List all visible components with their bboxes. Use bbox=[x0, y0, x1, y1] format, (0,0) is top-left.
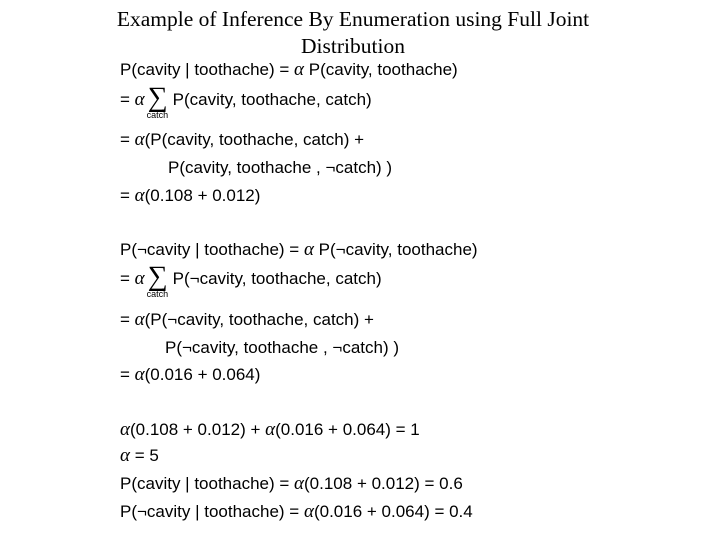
eq1-line5-term: (0.108 + 0.012) bbox=[144, 186, 261, 205]
alpha-symbol: α bbox=[303, 239, 314, 260]
eq1-line2 bbox=[120, 82, 372, 120]
sum-subscript: catch bbox=[146, 110, 169, 120]
alpha-symbol: α bbox=[265, 419, 276, 440]
summation bbox=[145, 82, 173, 120]
eq3-line1 bbox=[120, 420, 420, 440]
eq2-line4 bbox=[165, 338, 399, 358]
eq3-line3-result: (0.108 + 0.012) = 0.6 bbox=[304, 474, 463, 493]
eq2-line2 bbox=[120, 261, 382, 299]
eq3-line1-second-sum: (0.016 + 0.064) = 1 bbox=[275, 420, 420, 439]
eq3-line3-lhs: P(cavity | toothache) = bbox=[120, 474, 295, 493]
alpha-symbol: α bbox=[134, 185, 145, 206]
eq3-line3 bbox=[120, 474, 463, 494]
summation bbox=[145, 261, 173, 299]
alpha-symbol: α bbox=[120, 419, 130, 440]
alpha-symbol: α bbox=[134, 364, 145, 385]
alpha-symbol: α bbox=[120, 445, 130, 466]
alpha-symbol: α bbox=[134, 129, 145, 150]
eq1-line2-term: P(cavity, toothache, catch) bbox=[172, 90, 372, 109]
equals-sign: = bbox=[120, 186, 135, 205]
eq3-line4 bbox=[120, 502, 473, 522]
eq1-line4 bbox=[168, 158, 392, 178]
alpha-symbol: α bbox=[134, 268, 145, 289]
eq3-line4-result: (0.016 + 0.064) = 0.4 bbox=[313, 502, 473, 521]
eq1-line1 bbox=[120, 60, 458, 80]
eq2-line5-term: (0.016 + 0.064) bbox=[144, 365, 261, 384]
eq2-line3-term: (P(¬cavity, toothache, catch) + bbox=[144, 310, 374, 329]
alpha-symbol: α bbox=[294, 473, 305, 494]
eq1-line3 bbox=[120, 130, 364, 150]
eq3-line2-value: = 5 bbox=[129, 446, 159, 465]
alpha-symbol: α bbox=[134, 309, 145, 330]
title-line-2: Distribution bbox=[301, 34, 405, 58]
title-line-1: Example of Inference By Enumeration using Full Joint bbox=[116, 7, 590, 31]
alpha-symbol: α bbox=[303, 501, 314, 522]
alpha-symbol: α bbox=[134, 89, 145, 110]
eq3-line4-lhs: P(¬cavity | toothache) = bbox=[120, 502, 304, 521]
equals-sign: = bbox=[120, 130, 135, 149]
eq1-line4-term: P(cavity, toothache , ¬catch) ) bbox=[168, 158, 393, 177]
alpha-symbol: α bbox=[294, 59, 305, 80]
eq1-line3-term: (P(cavity, toothache, catch) + bbox=[144, 130, 365, 149]
eq2-line2-term: P(¬cavity, toothache, catch) bbox=[172, 269, 382, 288]
eq2-line5 bbox=[120, 365, 260, 385]
eq2-line3 bbox=[120, 310, 374, 330]
sum-symbol: ∑ bbox=[147, 261, 168, 292]
eq3-line2 bbox=[120, 446, 159, 466]
eq2-line1 bbox=[120, 240, 478, 260]
eq2-line1-lhs: P(¬cavity | toothache) = bbox=[120, 240, 304, 259]
equals-sign: = bbox=[120, 269, 135, 288]
eq2-line1-rhs: P(¬cavity, toothache) bbox=[313, 240, 478, 259]
sum-subscript: catch bbox=[146, 289, 169, 299]
equals-sign: = bbox=[120, 310, 135, 329]
sum-symbol: ∑ bbox=[147, 82, 168, 113]
equals-sign: = bbox=[120, 90, 135, 109]
eq1-line5 bbox=[120, 186, 260, 206]
eq3-line1-first-sum: (0.108 + 0.012) + bbox=[129, 420, 266, 439]
eq1-line1-rhs: P(cavity, toothache) bbox=[304, 60, 458, 79]
eq1-line1-lhs: P(cavity | toothache) = bbox=[120, 60, 295, 79]
slide-title bbox=[0, 6, 706, 60]
eq2-line4-term: P(¬cavity, toothache , ¬catch) ) bbox=[165, 338, 400, 357]
equals-sign: = bbox=[120, 365, 135, 384]
